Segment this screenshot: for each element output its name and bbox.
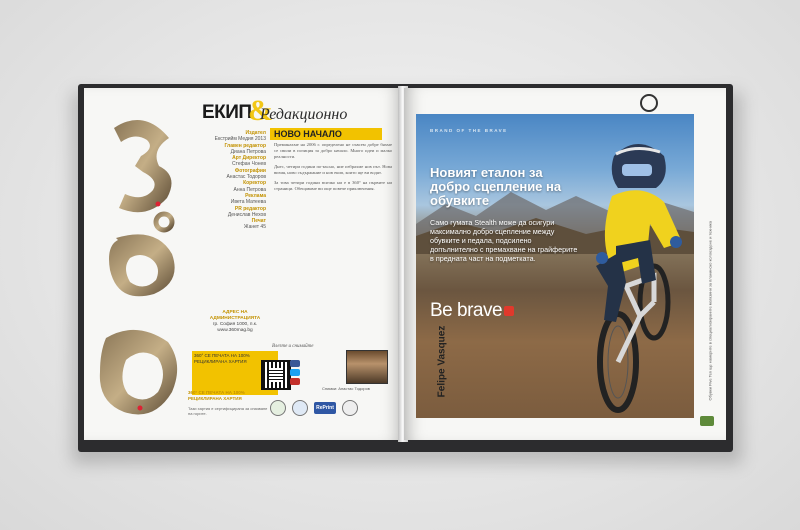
editor-portrait [346, 350, 388, 384]
address-text: гр. София 1000, п.к. www.360mag.bg [212, 322, 258, 333]
staff-role: Главен редактор [224, 142, 266, 149]
ampersand-mark: & [248, 94, 273, 127]
fsc-logo-icon [342, 400, 358, 416]
photo-credit-box [416, 326, 456, 420]
recycled-note-box: 360° СЕ ПЕЧАТА НА 100% РЕЦИКЛИРАНА ХАРТИЯ [192, 351, 278, 395]
title-team: ЕКИП [202, 102, 252, 123]
facebook-icon [290, 360, 300, 367]
header-strip [416, 94, 720, 106]
left-page [84, 88, 402, 440]
sign-heading: Влезте и снимайте [272, 344, 314, 349]
staff-name: Ивета Матеева [230, 199, 266, 206]
ad-tagline: BRAND OF THE BRAVE [430, 128, 508, 133]
staff-role: Печат [251, 218, 266, 225]
vertical-info [700, 118, 720, 418]
recycle-logo-icon [270, 400, 286, 416]
youtube-icon [290, 378, 300, 385]
staff-role: Арт Директор [232, 155, 266, 162]
staff-name: Жанет 45 [243, 224, 266, 231]
article-paragraph: За това четири години всичко ни е в 360° на първите ни страници. Обещаваме ви още повече приключения. [274, 180, 392, 191]
ad-photo [416, 114, 694, 418]
vertical-info-text: Обувки Five Ten ще намерите в специализираните магазини за планинско колоездене и техника [707, 221, 713, 401]
reprint-logo: RePrint [314, 402, 336, 414]
photo-caption: Снимки: Анастас Тодоров [322, 386, 370, 391]
staff-role: Реклама [245, 192, 266, 199]
mountain-bike-rider [556, 126, 694, 418]
certification-logos [270, 400, 388, 416]
right-page [404, 88, 726, 440]
article-paragraph: Преминахме на 2006 г. определено не съвсем добре бяхме се свили в позиция за добро начало. Много идеи и малко реалности. [274, 142, 392, 159]
brand-dot-icon [504, 306, 514, 316]
editorial-article [274, 142, 392, 196]
article-paragraph: Днес, четири години по-късно, ние избрахме нов път. Нова визия, ново съдържание и нов екип, които ще ви водят. [274, 164, 392, 175]
staff-role: Коректор [243, 180, 266, 187]
staff-role: Фотографии [234, 167, 266, 174]
twitter-icon [290, 369, 300, 376]
staff-name: Стефан Чонев [232, 161, 266, 168]
address-block [204, 310, 266, 334]
staff-role: Издател [245, 130, 266, 136]
ad-body: Само гумата Stealth може да осигури максимално добро сцепление между обувките и педала, подсилено допълнително с премахване на грайферите в предната част на подметката. [430, 218, 578, 263]
staff-name: Диана Петрова [230, 148, 266, 155]
staff-name: Анастас Тодоров [226, 174, 266, 181]
staff-name: Анна Петрова [233, 186, 266, 193]
address-label: АДРЕС НА АДМИНИСТРАЦИЯТА [209, 310, 261, 321]
small-print: Тази хартия е сертифицирана за опазване на горите. [188, 406, 268, 416]
staff-list [188, 130, 266, 231]
big-360-graphic [94, 108, 184, 428]
qr-code-icon [261, 360, 291, 390]
eco-logo-icon [292, 400, 308, 416]
ad-headline: Новият еталон за добро сцепление на обувките [430, 165, 562, 208]
staff-role: PR редактор [234, 205, 266, 212]
photo-credit: Felipe Vasquez [436, 325, 448, 398]
title-editorial: Редакционно [260, 106, 348, 123]
be-brave-logo [430, 300, 514, 322]
brand-cta: Be brave [430, 300, 503, 321]
page-badge [700, 416, 714, 426]
five-ten-logo-icon [640, 94, 658, 112]
bottom-note: 360° СЕ ПЕЧАТА НА 100% РЕЦИКЛИРАНА ХАРТИЯ [188, 390, 245, 401]
subtitle-new-start: НОВО НАЧАЛО [270, 128, 382, 140]
social-icons [290, 360, 302, 386]
staff-name: Денислав Нехов [227, 211, 266, 218]
staff-name: Екстрийм Медия 2013 [214, 136, 266, 143]
